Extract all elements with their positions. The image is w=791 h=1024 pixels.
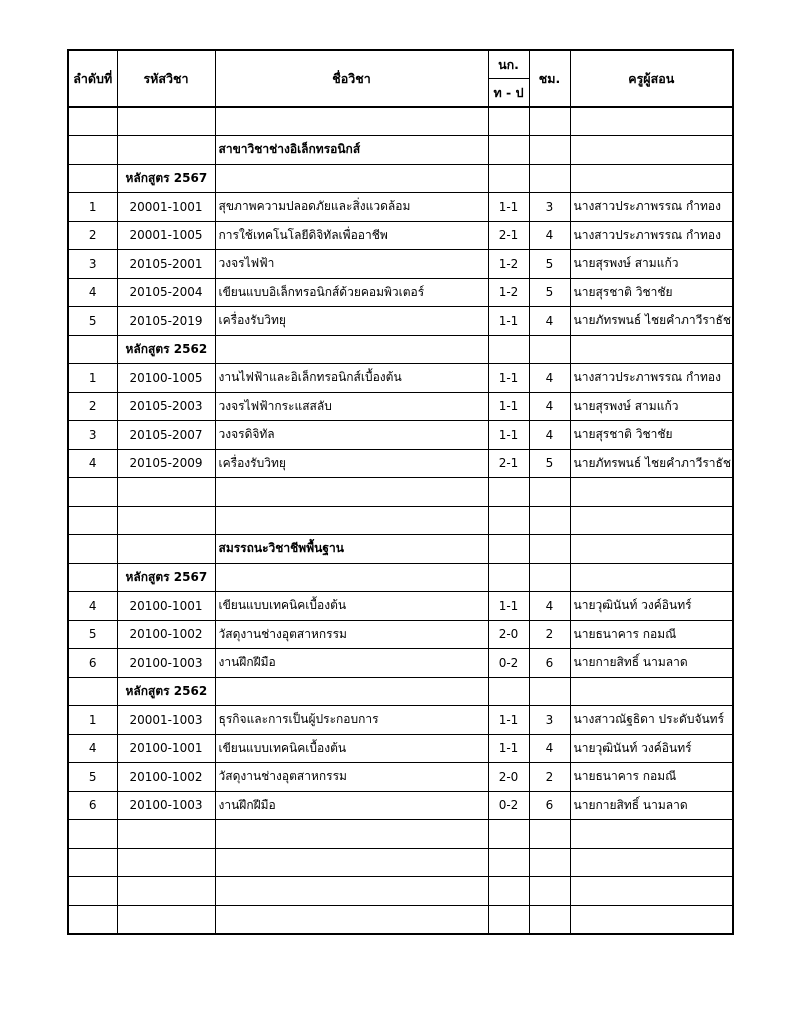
row-tp: 1-1 [488, 364, 529, 393]
row-code: 20001-1005 [117, 221, 215, 250]
row-code: 20001-1003 [117, 706, 215, 735]
row-no: 1 [68, 706, 117, 735]
row-name: งานฝึกฝีมือ [215, 649, 488, 678]
row-code: 20105-2001 [117, 250, 215, 279]
row-no: 5 [68, 620, 117, 649]
row-no: 5 [68, 763, 117, 792]
row-code: 20100-1003 [117, 649, 215, 678]
row-hours: 4 [529, 392, 570, 421]
row-tp: 2-1 [488, 221, 529, 250]
row-no: 1 [68, 193, 117, 222]
row-no: 6 [68, 791, 117, 820]
row-hours: 4 [529, 221, 570, 250]
row-name: วัสดุงานช่างอุตสาหกรรม [215, 763, 488, 792]
row-hours: 5 [529, 250, 570, 279]
row-teacher: นางสาวประภาพรรณ กำทอง [570, 193, 733, 222]
row-name: เครื่องรับวิทยุ [215, 307, 488, 336]
row-code: 20100-1001 [117, 592, 215, 621]
row-name: การใช้เทคโนโลยีดิจิทัลเพื่ออาชีพ [215, 221, 488, 250]
row-name: สุขภาพความปลอดภัยและสิ่งแวดล้อม [215, 193, 488, 222]
header-credit: นก. [488, 50, 529, 79]
row-tp: 1-1 [488, 193, 529, 222]
table-row [68, 221, 733, 250]
row-teacher: นางสาวประภาพรรณ กำทอง [570, 221, 733, 250]
empty-row [68, 478, 733, 507]
curriculum-row [68, 164, 733, 193]
row-hours: 3 [529, 706, 570, 735]
row-teacher: นายกายสิทธิ์ นามลาด [570, 649, 733, 678]
row-name: งานไฟฟ้าและอิเล็กทรอนิกส์เบื้องต้น [215, 364, 488, 393]
row-tp: 1-1 [488, 307, 529, 336]
row-code: 20100-1003 [117, 791, 215, 820]
row-name: วงจรไฟฟ้ากระแสสลับ [215, 392, 488, 421]
row-hours: 5 [529, 278, 570, 307]
table-row [68, 193, 733, 222]
row-hours: 4 [529, 364, 570, 393]
row-teacher: นางสาวณัฐธิดา ประดับจันทร์ [570, 706, 733, 735]
row-code: 20105-2004 [117, 278, 215, 307]
empty-row [68, 820, 733, 849]
row-name: ธุรกิจและการเป็นผู้ประกอบการ [215, 706, 488, 735]
row-code: 20100-1001 [117, 734, 215, 763]
row-teacher: นายสุรพงษ์ สามแก้ว [570, 250, 733, 279]
empty-row [68, 506, 733, 535]
row-no: 1 [68, 364, 117, 393]
row-code: 20105-2019 [117, 307, 215, 336]
row-no: 6 [68, 649, 117, 678]
row-hours: 4 [529, 734, 570, 763]
row-tp: 1-1 [488, 734, 529, 763]
row-hours: 4 [529, 421, 570, 450]
header-code: รหัสวิชา [117, 50, 215, 107]
row-name: วัสดุงานช่างอุตสาหกรรม [215, 620, 488, 649]
empty-row [68, 107, 733, 136]
table-row [68, 278, 733, 307]
table-row [68, 706, 733, 735]
curriculum-row [68, 677, 733, 706]
section-title: สาขาวิชาช่างอิเล็กทรอนิกส์ [215, 136, 488, 165]
row-hours: 5 [529, 449, 570, 478]
row-no: 4 [68, 278, 117, 307]
table-row [68, 763, 733, 792]
row-hours: 6 [529, 649, 570, 678]
table-row [68, 791, 733, 820]
table-row [68, 364, 733, 393]
header-tp: ท - ป [488, 79, 529, 108]
row-tp: 1-1 [488, 392, 529, 421]
row-tp: 1-2 [488, 278, 529, 307]
table-row [68, 392, 733, 421]
row-code: 20105-2009 [117, 449, 215, 478]
row-tp: 1-2 [488, 250, 529, 279]
row-code: 20001-1001 [117, 193, 215, 222]
curriculum-label: หลักสูตร 2567 [117, 563, 215, 592]
table-header [68, 50, 733, 107]
header-teacher: ครูผู้สอน [570, 50, 733, 107]
empty-row [68, 848, 733, 877]
row-hours: 4 [529, 307, 570, 336]
row-no: 4 [68, 592, 117, 621]
row-no: 3 [68, 421, 117, 450]
row-no: 2 [68, 392, 117, 421]
section-title: สมรรถนะวิชาชีพพื้นฐาน [215, 535, 488, 564]
row-name: วงจรดิจิทัล [215, 421, 488, 450]
row-hours: 2 [529, 763, 570, 792]
row-teacher: นางสาวประภาพรรณ กำทอง [570, 364, 733, 393]
curriculum-label: หลักสูตร 2567 [117, 164, 215, 193]
row-no: 2 [68, 221, 117, 250]
schedule-table [67, 49, 734, 935]
curriculum-row [68, 563, 733, 592]
table-row [68, 307, 733, 336]
row-teacher: นายภัทรพนธ์ ไชยคำภาวีราธัช [570, 449, 733, 478]
row-no: 4 [68, 449, 117, 478]
row-no: 5 [68, 307, 117, 336]
curriculum-label: หลักสูตร 2562 [117, 335, 215, 364]
row-no: 3 [68, 250, 117, 279]
header-name: ชื่อวิชา [215, 50, 488, 107]
table-row [68, 421, 733, 450]
curriculum-row [68, 335, 733, 364]
row-teacher: นายวุฒินันท์ วงค์อินทร์ [570, 734, 733, 763]
row-code: 20105-2003 [117, 392, 215, 421]
row-tp: 0-2 [488, 649, 529, 678]
row-tp: 0-2 [488, 791, 529, 820]
section-title-row [68, 136, 733, 165]
row-teacher: นายวุฒินันท์ วงค์อินทร์ [570, 592, 733, 621]
row-name: งานฝึกฝีมือ [215, 791, 488, 820]
row-code: 20100-1002 [117, 763, 215, 792]
row-name: เครื่องรับวิทยุ [215, 449, 488, 478]
row-name: วงจรไฟฟ้า [215, 250, 488, 279]
row-no: 4 [68, 734, 117, 763]
row-tp: 1-1 [488, 706, 529, 735]
row-teacher: นายกายสิทธิ์ นามลาด [570, 791, 733, 820]
row-tp: 2-0 [488, 763, 529, 792]
table-body [68, 107, 733, 934]
table-row [68, 649, 733, 678]
header-seq: ลำดับที่ [68, 50, 117, 107]
table-row [68, 592, 733, 621]
row-teacher: นายภัทรพนธ์ ไชยคำภาวีราธัช [570, 307, 733, 336]
row-hours: 2 [529, 620, 570, 649]
row-code: 20100-1005 [117, 364, 215, 393]
row-name: เขียนแบบอิเล็กทรอนิกส์ด้วยคอมพิวเตอร์ [215, 278, 488, 307]
curriculum-label: หลักสูตร 2562 [117, 677, 215, 706]
row-hours: 3 [529, 193, 570, 222]
row-tp: 2-0 [488, 620, 529, 649]
row-code: 20100-1002 [117, 620, 215, 649]
row-tp: 1-1 [488, 592, 529, 621]
row-teacher: นายสุรพงษ์ สามแก้ว [570, 392, 733, 421]
row-teacher: นายธนาคาร กอมณี [570, 763, 733, 792]
row-teacher: นายธนาคาร กอมณี [570, 620, 733, 649]
row-hours: 6 [529, 791, 570, 820]
row-tp: 2-1 [488, 449, 529, 478]
header-hours: ชม. [529, 50, 570, 107]
row-name: เขียนแบบเทคนิคเบื้องต้น [215, 592, 488, 621]
section-title-row [68, 535, 733, 564]
table-row [68, 449, 733, 478]
row-hours: 4 [529, 592, 570, 621]
empty-row [68, 877, 733, 906]
empty-row [68, 905, 733, 934]
table-row [68, 734, 733, 763]
row-name: เขียนแบบเทคนิคเบื้องต้น [215, 734, 488, 763]
row-tp: 1-1 [488, 421, 529, 450]
row-teacher: นายสุรชาติ วิชาชัย [570, 278, 733, 307]
table-row [68, 620, 733, 649]
row-code: 20105-2007 [117, 421, 215, 450]
row-teacher: นายสุรชาติ วิชาชัย [570, 421, 733, 450]
table-row [68, 250, 733, 279]
